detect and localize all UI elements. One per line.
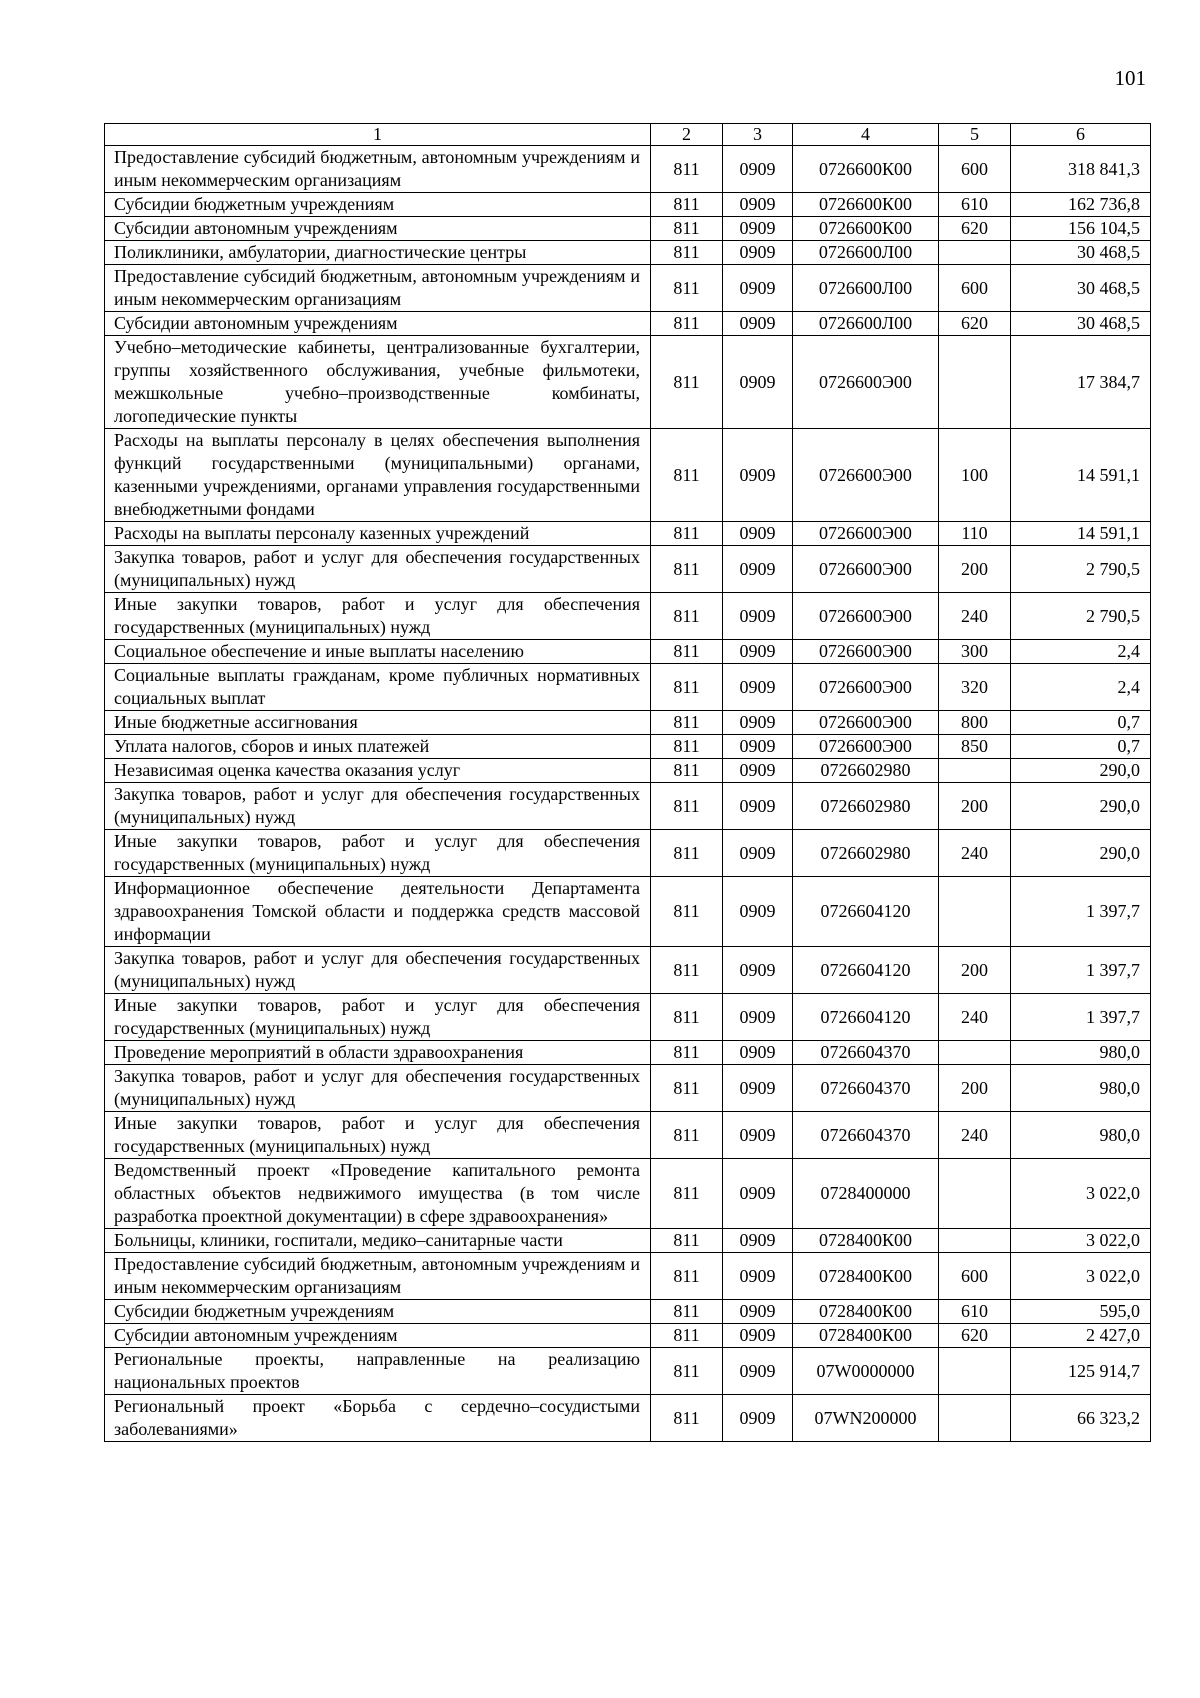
- row-amount-cell: 156 104,5: [1011, 217, 1151, 241]
- row-name-cell: Субсидии автономным учреждениям: [105, 312, 651, 336]
- row-section-cell: 0909: [723, 711, 793, 735]
- row-code-cell: 811: [651, 830, 723, 877]
- row-amount-cell: 0,7: [1011, 711, 1151, 735]
- row-name-cell: Расходы на выплаты персоналу казенных учреждений: [105, 522, 651, 546]
- row-amount-cell: 162 736,8: [1011, 193, 1151, 217]
- row-code-cell: 811: [651, 759, 723, 783]
- table-body: [105, 124, 1151, 1442]
- table-row: [105, 1159, 1151, 1229]
- row-target-code-cell: 0726604120: [793, 877, 939, 947]
- row-code-cell: 811: [651, 711, 723, 735]
- table-row: [105, 1324, 1151, 1348]
- row-expense-type-cell: [939, 241, 1011, 265]
- table-row: [105, 783, 1151, 830]
- row-name-cell: Уплата налогов, сборов и иных платежей: [105, 735, 651, 759]
- table-row: [105, 1112, 1151, 1159]
- table-row: [105, 146, 1151, 193]
- column-header: 5: [939, 124, 1011, 146]
- row-expense-type-cell: 610: [939, 1300, 1011, 1324]
- row-code-cell: 811: [651, 1395, 723, 1442]
- row-section-cell: 0909: [723, 593, 793, 640]
- row-section-cell: 0909: [723, 759, 793, 783]
- row-section-cell: 0909: [723, 783, 793, 830]
- table-row: [105, 711, 1151, 735]
- row-name-cell: Иные закупки товаров, работ и услуг для обеспечения государственных (муниципальных) нужд: [105, 1112, 651, 1159]
- row-code-cell: 811: [651, 193, 723, 217]
- row-target-code-cell: 0726600Л00: [793, 312, 939, 336]
- table-row: [105, 336, 1151, 429]
- row-target-code-cell: 0726600Э00: [793, 735, 939, 759]
- row-name-cell: Социальные выплаты гражданам, кроме публичных нормативных социальных выплат: [105, 664, 651, 711]
- row-code-cell: 811: [651, 1065, 723, 1112]
- row-amount-cell: 125 914,7: [1011, 1348, 1151, 1395]
- table-header-row: [105, 124, 1151, 146]
- row-code-cell: 811: [651, 217, 723, 241]
- row-target-code-cell: 0728400К00: [793, 1300, 939, 1324]
- row-amount-cell: 1 397,7: [1011, 994, 1151, 1041]
- row-target-code-cell: 0726600Э00: [793, 546, 939, 593]
- table-row: [105, 664, 1151, 711]
- row-section-cell: 0909: [723, 1229, 793, 1253]
- table-row: [105, 994, 1151, 1041]
- row-expense-type-cell: 240: [939, 830, 1011, 877]
- row-section-cell: 0909: [723, 640, 793, 664]
- row-amount-cell: 0,7: [1011, 735, 1151, 759]
- row-section-cell: 0909: [723, 830, 793, 877]
- row-expense-type-cell: [939, 1159, 1011, 1229]
- table-row: [105, 1395, 1151, 1442]
- row-amount-cell: 14 591,1: [1011, 522, 1151, 546]
- row-name-cell: Ведомственный проект «Проведение капитального ремонта областных объектов недвижимого имущества (в том числе разработка проектной документации) в сфере здравоохранения»: [105, 1159, 651, 1229]
- row-expense-type-cell: 300: [939, 640, 1011, 664]
- row-target-code-cell: 0728400К00: [793, 1253, 939, 1300]
- row-code-cell: 811: [651, 265, 723, 312]
- column-header: 2: [651, 124, 723, 146]
- table-row: [105, 1065, 1151, 1112]
- row-target-code-cell: 0726602980: [793, 783, 939, 830]
- row-amount-cell: 2 427,0: [1011, 1324, 1151, 1348]
- row-amount-cell: 2,4: [1011, 664, 1151, 711]
- row-section-cell: 0909: [723, 241, 793, 265]
- table-row: [105, 522, 1151, 546]
- row-section-cell: 0909: [723, 1041, 793, 1065]
- row-name-cell: Закупка товаров, работ и услуг для обеспечения государственных (муниципальных) нужд: [105, 947, 651, 994]
- row-code-cell: 811: [651, 783, 723, 830]
- row-section-cell: 0909: [723, 1159, 793, 1229]
- table-row: [105, 1300, 1151, 1324]
- row-target-code-cell: 0728400К00: [793, 1324, 939, 1348]
- row-amount-cell: 66 323,2: [1011, 1395, 1151, 1442]
- row-section-cell: 0909: [723, 1253, 793, 1300]
- row-code-cell: 811: [651, 1159, 723, 1229]
- row-code-cell: 811: [651, 1324, 723, 1348]
- row-name-cell: Учебно–методические кабинеты, централизованные бухгалтерии, группы хозяйственного обслуживания, учебные фильмотеки, межшкольные учебно–производственные комбинаты, логопедические пункты: [105, 336, 651, 429]
- row-expense-type-cell: [939, 1229, 1011, 1253]
- row-name-cell: Независимая оценка качества оказания услуг: [105, 759, 651, 783]
- row-name-cell: Иные бюджетные ассигнования: [105, 711, 651, 735]
- row-amount-cell: 980,0: [1011, 1065, 1151, 1112]
- table-row: [105, 593, 1151, 640]
- row-amount-cell: 2 790,5: [1011, 593, 1151, 640]
- row-code-cell: 811: [651, 1348, 723, 1395]
- row-section-cell: 0909: [723, 193, 793, 217]
- row-expense-type-cell: [939, 1348, 1011, 1395]
- row-target-code-cell: 07WN200000: [793, 1395, 939, 1442]
- row-expense-type-cell: 320: [939, 664, 1011, 711]
- row-expense-type-cell: [939, 1041, 1011, 1065]
- row-section-cell: 0909: [723, 1065, 793, 1112]
- row-amount-cell: 30 468,5: [1011, 241, 1151, 265]
- row-expense-type-cell: 620: [939, 312, 1011, 336]
- row-expense-type-cell: [939, 336, 1011, 429]
- row-code-cell: 811: [651, 336, 723, 429]
- row-code-cell: 811: [651, 877, 723, 947]
- row-expense-type-cell: 850: [939, 735, 1011, 759]
- row-code-cell: 811: [651, 1041, 723, 1065]
- row-expense-type-cell: 200: [939, 546, 1011, 593]
- row-name-cell: Субсидии автономным учреждениям: [105, 217, 651, 241]
- table-row: [105, 1041, 1151, 1065]
- row-code-cell: 811: [651, 1253, 723, 1300]
- row-amount-cell: 30 468,5: [1011, 312, 1151, 336]
- row-code-cell: 811: [651, 522, 723, 546]
- row-expense-type-cell: 110: [939, 522, 1011, 546]
- row-amount-cell: 2,4: [1011, 640, 1151, 664]
- row-code-cell: 811: [651, 735, 723, 759]
- row-section-cell: 0909: [723, 546, 793, 593]
- row-amount-cell: 14 591,1: [1011, 429, 1151, 522]
- row-amount-cell: 980,0: [1011, 1112, 1151, 1159]
- column-header: 6: [1011, 124, 1151, 146]
- row-section-cell: 0909: [723, 947, 793, 994]
- row-amount-cell: 290,0: [1011, 783, 1151, 830]
- row-target-code-cell: 0726604120: [793, 947, 939, 994]
- table-row: [105, 429, 1151, 522]
- row-code-cell: 811: [651, 312, 723, 336]
- row-expense-type-cell: 100: [939, 429, 1011, 522]
- table-row: [105, 1348, 1151, 1395]
- row-target-code-cell: 0726604120: [793, 994, 939, 1041]
- row-name-cell: Расходы на выплаты персоналу в целях обеспечения выполнения функций государственными (муниципальными) органами, казенными учреждениями, органами управления государственными внебюджетными фондами: [105, 429, 651, 522]
- row-target-code-cell: 0726600К00: [793, 217, 939, 241]
- row-name-cell: Предоставление субсидий бюджетным, автономным учреждениям и иным некоммерческим организациям: [105, 265, 651, 312]
- row-target-code-cell: 0726600Э00: [793, 429, 939, 522]
- row-name-cell: Субсидии бюджетным учреждениям: [105, 193, 651, 217]
- row-target-code-cell: 0726600К00: [793, 193, 939, 217]
- row-code-cell: 811: [651, 241, 723, 265]
- row-name-cell: Региональные проекты, направленные на реализацию национальных проектов: [105, 1348, 651, 1395]
- row-section-cell: 0909: [723, 994, 793, 1041]
- row-target-code-cell: 0726600Э00: [793, 664, 939, 711]
- row-target-code-cell: 0726600Л00: [793, 241, 939, 265]
- row-expense-type-cell: 200: [939, 783, 1011, 830]
- row-name-cell: Иные закупки товаров, работ и услуг для обеспечения государственных (муниципальных) нужд: [105, 593, 651, 640]
- row-name-cell: Закупка товаров, работ и услуг для обеспечения государственных (муниципальных) нужд: [105, 1065, 651, 1112]
- row-target-code-cell: 0726600Э00: [793, 593, 939, 640]
- table-row: [105, 312, 1151, 336]
- row-section-cell: 0909: [723, 429, 793, 522]
- table-row: [105, 735, 1151, 759]
- table-row: [105, 241, 1151, 265]
- row-expense-type-cell: 240: [939, 994, 1011, 1041]
- row-code-cell: 811: [651, 146, 723, 193]
- table-row: [105, 947, 1151, 994]
- row-section-cell: 0909: [723, 1395, 793, 1442]
- row-target-code-cell: 0726600Э00: [793, 711, 939, 735]
- column-header: 3: [723, 124, 793, 146]
- row-section-cell: 0909: [723, 1348, 793, 1395]
- row-name-cell: Закупка товаров, работ и услуг для обеспечения государственных (муниципальных) нужд: [105, 546, 651, 593]
- table-row: [105, 546, 1151, 593]
- row-target-code-cell: 07W0000000: [793, 1348, 939, 1395]
- row-section-cell: 0909: [723, 217, 793, 241]
- row-amount-cell: 2 790,5: [1011, 546, 1151, 593]
- row-expense-type-cell: 200: [939, 1065, 1011, 1112]
- row-section-cell: 0909: [723, 522, 793, 546]
- row-code-cell: 811: [651, 593, 723, 640]
- row-expense-type-cell: [939, 877, 1011, 947]
- row-amount-cell: 1 397,7: [1011, 877, 1151, 947]
- row-name-cell: Предоставление субсидий бюджетным, автономным учреждениям и иным некоммерческим организациям: [105, 1253, 651, 1300]
- row-amount-cell: 595,0: [1011, 1300, 1151, 1324]
- row-section-cell: 0909: [723, 265, 793, 312]
- row-target-code-cell: 0726600К00: [793, 146, 939, 193]
- row-target-code-cell: 0726600Л00: [793, 265, 939, 312]
- row-expense-type-cell: 600: [939, 1253, 1011, 1300]
- row-target-code-cell: 0726602980: [793, 830, 939, 877]
- row-amount-cell: 1 397,7: [1011, 947, 1151, 994]
- row-amount-cell: 980,0: [1011, 1041, 1151, 1065]
- row-target-code-cell: 0726604370: [793, 1065, 939, 1112]
- row-target-code-cell: 0726604370: [793, 1112, 939, 1159]
- row-amount-cell: 318 841,3: [1011, 146, 1151, 193]
- row-expense-type-cell: 600: [939, 265, 1011, 312]
- row-name-cell: Предоставление субсидий бюджетным, автономным учреждениям и иным некоммерческим организациям: [105, 146, 651, 193]
- row-section-cell: 0909: [723, 1112, 793, 1159]
- table-row: [105, 830, 1151, 877]
- row-target-code-cell: 0726600Э00: [793, 640, 939, 664]
- row-expense-type-cell: [939, 1395, 1011, 1442]
- row-target-code-cell: 0726602980: [793, 759, 939, 783]
- row-section-cell: 0909: [723, 1324, 793, 1348]
- row-name-cell: Субсидии автономным учреждениям: [105, 1324, 651, 1348]
- row-name-cell: Проведение мероприятий в области здравоохранения: [105, 1041, 651, 1065]
- row-section-cell: 0909: [723, 312, 793, 336]
- row-target-code-cell: 0726604370: [793, 1041, 939, 1065]
- row-amount-cell: 30 468,5: [1011, 265, 1151, 312]
- column-header: 1: [105, 124, 651, 146]
- row-name-cell: Поликлиники, амбулатории, диагностические центры: [105, 241, 651, 265]
- row-code-cell: 811: [651, 1229, 723, 1253]
- row-expense-type-cell: 240: [939, 1112, 1011, 1159]
- row-name-cell: Субсидии бюджетным учреждениям: [105, 1300, 651, 1324]
- row-code-cell: 811: [651, 664, 723, 711]
- row-expense-type-cell: 800: [939, 711, 1011, 735]
- row-name-cell: Больницы, клиники, госпитали, медико–санитарные части: [105, 1229, 651, 1253]
- row-amount-cell: 290,0: [1011, 830, 1151, 877]
- row-name-cell: Закупка товаров, работ и услуг для обеспечения государственных (муниципальных) нужд: [105, 783, 651, 830]
- row-code-cell: 811: [651, 546, 723, 593]
- row-name-cell: Региональный проект «Борьба с сердечно–сосудистыми заболеваниями»: [105, 1395, 651, 1442]
- table-row: [105, 759, 1151, 783]
- row-section-cell: 0909: [723, 877, 793, 947]
- row-code-cell: 811: [651, 1112, 723, 1159]
- row-code-cell: 811: [651, 994, 723, 1041]
- table-row: [105, 265, 1151, 312]
- row-code-cell: 811: [651, 640, 723, 664]
- row-code-cell: 811: [651, 1300, 723, 1324]
- row-code-cell: 811: [651, 429, 723, 522]
- row-amount-cell: 3 022,0: [1011, 1159, 1151, 1229]
- table-row: [105, 877, 1151, 947]
- row-target-code-cell: 0726600Э00: [793, 522, 939, 546]
- row-target-code-cell: 0726600Э00: [793, 336, 939, 429]
- row-section-cell: 0909: [723, 146, 793, 193]
- table-row: [105, 193, 1151, 217]
- row-expense-type-cell: 620: [939, 217, 1011, 241]
- row-name-cell: Социальное обеспечение и иные выплаты населению: [105, 640, 651, 664]
- row-amount-cell: 290,0: [1011, 759, 1151, 783]
- table-row: [105, 1253, 1151, 1300]
- row-section-cell: 0909: [723, 1300, 793, 1324]
- row-code-cell: 811: [651, 947, 723, 994]
- row-expense-type-cell: 200: [939, 947, 1011, 994]
- row-amount-cell: 17 384,7: [1011, 336, 1151, 429]
- row-amount-cell: 3 022,0: [1011, 1229, 1151, 1253]
- budget-table: [104, 123, 1151, 1442]
- row-target-code-cell: 0728400К00: [793, 1229, 939, 1253]
- row-section-cell: 0909: [723, 664, 793, 711]
- row-target-code-cell: 0728400000: [793, 1159, 939, 1229]
- row-amount-cell: 3 022,0: [1011, 1253, 1151, 1300]
- table-row: [105, 217, 1151, 241]
- row-section-cell: 0909: [723, 735, 793, 759]
- page-number: 101: [1114, 66, 1146, 90]
- row-expense-type-cell: 610: [939, 193, 1011, 217]
- row-name-cell: Иные закупки товаров, работ и услуг для обеспечения государственных (муниципальных) нужд: [105, 830, 651, 877]
- table-row: [105, 1229, 1151, 1253]
- row-name-cell: Информационное обеспечение деятельности Департамента здравоохранения Томской области и поддержка средств массовой информации: [105, 877, 651, 947]
- table-row: [105, 640, 1151, 664]
- row-expense-type-cell: 240: [939, 593, 1011, 640]
- row-expense-type-cell: 600: [939, 146, 1011, 193]
- row-section-cell: 0909: [723, 336, 793, 429]
- row-expense-type-cell: [939, 759, 1011, 783]
- column-header: 4: [793, 124, 939, 146]
- row-name-cell: Иные закупки товаров, работ и услуг для обеспечения государственных (муниципальных) нужд: [105, 994, 651, 1041]
- row-expense-type-cell: 620: [939, 1324, 1011, 1348]
